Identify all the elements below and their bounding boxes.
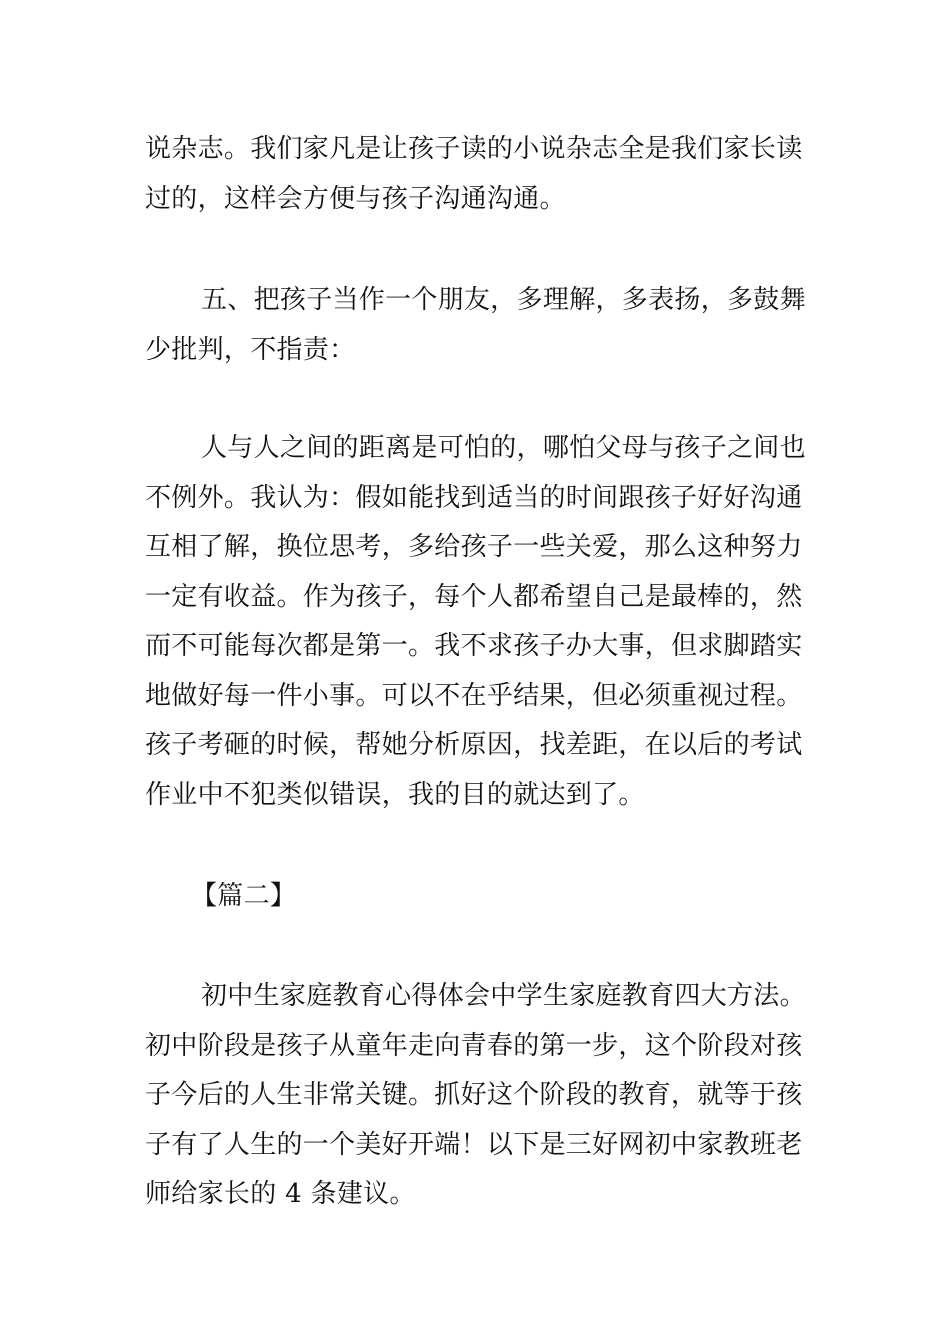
paragraph-communication: [145, 424, 810, 820]
text-line: 【篇二】: [191, 881, 297, 911]
text-line: 互相了解，换位思考，多给孩子一些关爱，那么这种努力: [145, 532, 803, 562]
text-line: 过的，这样会方便与孩子沟通沟通。: [145, 183, 566, 214]
text-line: 孩子考砸的时候，帮她分析原因，找差距，在以后的考试: [145, 730, 803, 760]
paragraph-heading-five: [145, 276, 810, 375]
text-line: 一定有收益。作为孩子，每个人都希望自己是最棒的，然: [145, 581, 803, 612]
text-line: 子有了人生的一个美好开端！以下是三好网初中家教班老: [145, 1129, 803, 1160]
text-line: 地做好每一件小事。可以不在乎结果，但必须重视过程。: [145, 680, 803, 711]
text-line: 初中阶段是孩子从童年走向青春的第一步，这个阶段对孩: [145, 1030, 803, 1061]
text-line: 作业中不犯类似错误，我的目的就达到了。: [145, 779, 645, 810]
text-line: 五、把孩子当作一个朋友，多理解，多表扬，多鼓舞: [201, 285, 806, 315]
text-line: 子今后的人生非常关键。抓好这个阶段的教育，就等于孩: [145, 1080, 803, 1110]
text-line: 不例外。我认为：假如能找到适当的时间跟孩子好好沟通: [145, 482, 803, 513]
text-line: 师给家长的 4 条建议。: [145, 1179, 416, 1209]
text-line: 而不可能每次都是第一。我不求孩子办大事，但求脚踏实: [145, 631, 803, 661]
section-heading-part-two: [145, 872, 810, 922]
text-line: 人与人之间的距离是可怕的，哪怕父母与孩子之间也: [201, 433, 806, 463]
paragraph-four-methods: [145, 972, 810, 1220]
text-line: 说杂志。我们家凡是让孩子读的小说杂志全是我们家长读: [145, 134, 803, 164]
text-line: 少批判，不指责：: [145, 334, 356, 365]
paragraph-reading-habits-end: [145, 125, 810, 224]
text-line: 初中生家庭教育心得体会中学生家庭教育四大方法。: [201, 981, 806, 1011]
